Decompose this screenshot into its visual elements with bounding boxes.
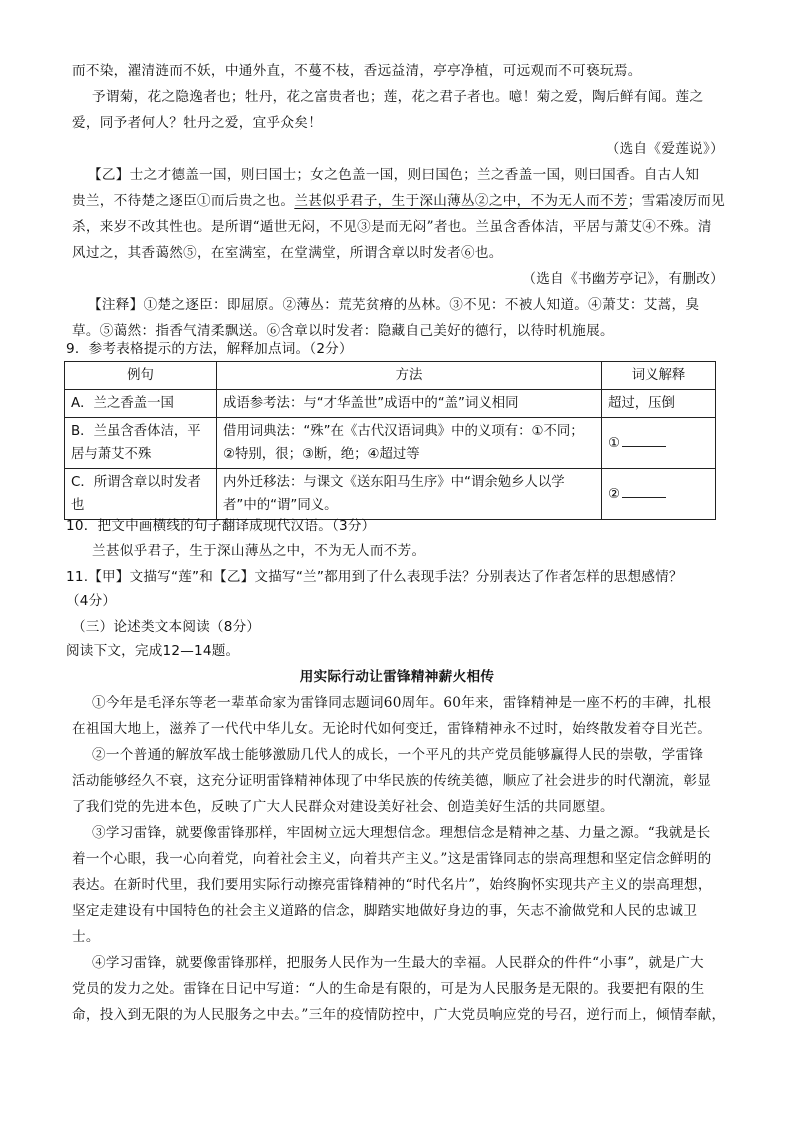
paragraph-line: 活动能够经久不衰，这充分证明雷锋精神体现了中华民族的传统美德，顺应了社会进步的时代潮流，彰显 [72,773,712,789]
source-note: （选自《爱莲说》） [605,141,724,157]
text-line: 而不染，濯清涟而不妖，中通外直，不蔓不枝，香远益清，亭亭净植，可远观而不可亵玩焉。 [72,63,642,79]
text-line: 贵兰，不待楚之逐臣①而后贵之也。兰甚似乎君子，生于深山薄丛②之中，不为无人而不芳；雪霜凌厉而见 [72,193,726,209]
table-row [65,418,716,469]
example-cell: A．兰之香盖一国 [65,390,217,418]
text-line: 杀，来岁不改其性也。是所谓“遁世无闷，不见③是而无闷”者也。兰虽含香体洁，平居与萧艾④不殊。清 [72,219,712,235]
question-9: 9．参考表格提示的方法，解释加点词。（2分） [66,341,353,357]
method-cell: 借用词典法：“殊”在《古代汉语词典》中的义项有：①不同；②特别，很；③断，绝；④超过等 [217,418,602,469]
table-row [65,469,716,520]
paragraph-line: 表达。在新时代里，我们要用实际行动擦亮雷锋精神的“时代名片”，始终胸怀实现共产主义的崇高理想， [72,877,712,893]
paragraph-line: 在祖国大地上，滋养了一代代中华儿女。无论时代如何变迁，雷锋精神永不过时，始终散发着夺目光芒。 [72,721,712,737]
method-cell: 成语参考法：与“才华盖世”成语中的“盖”词义相同 [217,390,602,418]
example-cell: C．所谓含章以时发者也 [65,469,217,520]
paragraph-line: ④学习雷锋，就要像雷锋那样，把服务人民作为一生最大的幸福。人民群众的件件“小事”，就是广大 [92,955,704,971]
paragraph-line: ③学习雷锋，就要像雷锋那样，牢固树立远大理想信念。理想信念是精神之基、力量之源。“我就是长 [92,825,711,841]
reading-instruction: 阅读下文，完成12—14题。 [66,643,240,659]
question-11-points: （4分） [66,593,117,609]
example-cell: B．兰虽含香体洁，平居与萧艾不殊 [65,418,217,469]
text-line: 爱，同予者何人？牡丹之爱，宜乎众矣！ [72,115,323,131]
paragraph-line: 党员的发力之处。雷锋在日记中写道：“人的生命是有限的，可是为人民服务是无限的。我要把有限的生 [72,981,705,997]
table-header: 方法 [217,362,602,390]
underlined-sentence: 兰甚似乎君子，生于深山薄丛②之中，不为无人而不芳 [294,193,628,209]
question-11: 11.【甲】文描写“莲”和【乙】文描写“兰”都用到了什么表现手法？分别表达了作者怎样的思想感情？ [66,569,683,585]
answer-blank[interactable] [622,432,666,447]
method-cell: 内外迁移法：与课文《送东阳马生序》中“谓余勉乡人以学者”中的“谓”同义。 [217,469,602,520]
question-10-sentence: 兰甚似乎君子，生于深山薄丛之中，不为无人而不芳。 [92,543,426,559]
table-row [65,390,716,418]
text-line: 予谓菊，花之隐逸者也；牡丹，花之富贵者也；莲，花之君子者也。噫！菊之爱，陶后鲜有闻。莲之 [92,89,704,105]
annotation-line: 草。⑤蔼然：指香气清柔飘送。⑥含章以时发者：隐藏自己美好的德行，以待时机施展。 [72,323,614,339]
table-header: 例句 [65,362,217,390]
paragraph-line: ②一个普通的解放军战士能够激励几代人的成长，一个平凡的共产党员能够赢得人民的崇敬，学雷锋 [92,747,704,763]
method-table [64,361,716,520]
table-header: 词义解释 [602,362,716,390]
table-header-row [65,362,716,390]
paragraph-line: ①今年是毛泽东等老一辈革命家为雷锋同志题词60周年。60年来，雷锋精神是一座不朽的丰碑，扎根 [92,695,712,711]
answer-cell: 超过，压倒 [602,390,716,418]
article-title: 用实际行动让雷锋精神薪火相传 [299,669,495,685]
section-heading: （三）论述类文本阅读（8分） [72,619,261,635]
answer-cell: ① [602,418,716,469]
paragraph-line: 命，投入到无限的为人民服务之中去。”三年的疫情防控中，广大党员响应党的号召，逆行而上，倾情奉献， [72,1007,726,1023]
annotation-line: 【注释】①楚之逐臣：即屈原。②薄丛：荒芜贫瘠的丛林。③不见：不被人知道。④萧艾：艾蒿，臭 [88,297,700,313]
source-note: （选自《书幽芳亭记》，有删改） [522,271,724,287]
text-line: 【乙】士之才德盖一国，则曰国士；女之色盖一国，则曰国色；兰之香盖一国，则曰国香。自古人知 [88,167,700,183]
paragraph-line: 了我们党的先进本色，反映了广大人民群众对建设美好社会、创造美好生活的共同愿望。 [72,799,614,815]
paragraph-line: 士。 [72,929,100,945]
question-10: 10．把文中画横线的句子翻译成现代汉语。（3分） [66,518,376,534]
answer-cell: ② [602,469,716,520]
paragraph-line: 坚定走建设有中国特色的社会主义道路的信念，脚踏实地做好身边的事，矢志不渝做党和人民的忠诚卫 [72,903,698,919]
paragraph-line: 着一个心眼，我一心向着党，向着社会主义，向着共产主义。”这是雷锋同志的崇高理想和坚定信念鲜明的 [72,851,712,867]
text-line: 风过之，其香蔼然⑤，在室满室，在堂满堂，所谓含章以时发者⑥也。 [72,245,503,261]
answer-blank[interactable] [622,483,666,498]
